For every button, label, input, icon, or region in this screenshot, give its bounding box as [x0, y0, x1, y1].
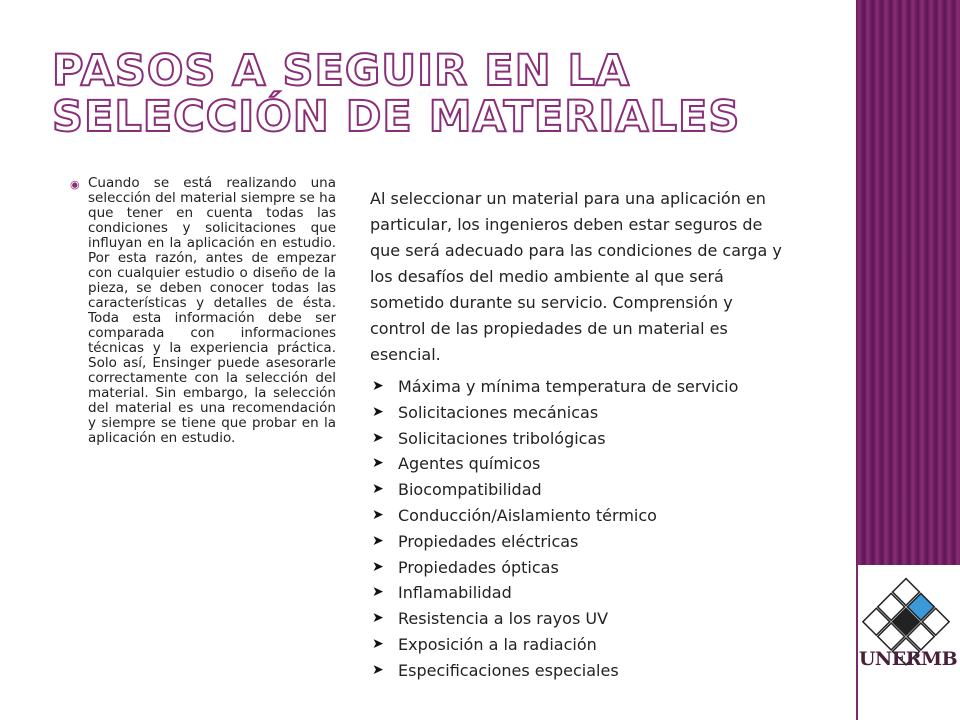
list-item: ➤ Máxima y mínima temperatura de servicio [370, 374, 790, 400]
list-item: ➤ Propiedades ópticas [370, 555, 790, 581]
list-item: ➤ Solicitaciones mecánicas [370, 400, 790, 426]
list-item: ➤ Exposición a la radiación [370, 632, 790, 658]
slide-title: PASOS A SEGUIR EN LA SELECCIÓN DE MATERIALES [52, 46, 741, 142]
property-list [370, 374, 790, 684]
list-item: ➤ Conducción/Aislamiento térmico [370, 503, 790, 529]
arrow-bullet-icon: ➤ [372, 403, 384, 420]
arrow-bullet-icon: ➤ [372, 506, 384, 523]
list-item: ➤ Resistencia a los rayos UV [370, 606, 790, 632]
arrow-bullet-icon: ➤ [372, 661, 384, 678]
list-item: ➤ Agentes químicos [370, 451, 790, 477]
arrow-bullet-icon: ➤ [372, 558, 384, 575]
list-item: ➤ Solicitaciones tribológicas [370, 426, 790, 452]
circle-bullet-icon: ◉ [70, 178, 80, 191]
arrow-bullet-icon: ➤ [372, 610, 384, 627]
list-item: ➤ Propiedades eléctricas [370, 529, 790, 555]
arrow-bullet-icon: ➤ [372, 532, 384, 549]
list-item: ➤ Inflamabilidad [370, 580, 790, 606]
list-item: ➤ Especificaciones especiales [370, 658, 790, 684]
left-paragraph: Cuando se está realizando una selección del material siempre se ha que tener en cuenta todas las condiciones y solicitaciones que influyan en la aplicación en estudio. Por esta razón, antes de empezar con cualquier estudio o diseño de la pieza, se deben conocer todas las características y detalles de ésta. Toda esta información debe ser comparada con informaciones técnicas y la experiencia práctica. Solo así, Ensinger puede asesorarle correctamente con la selección del material. Sin embargo, la selección del material es una recomendación y siempre se tiene que probar en la aplicación en estudio. [88, 175, 336, 446]
arrow-bullet-icon: ➤ [372, 584, 384, 601]
arrow-bullet-icon: ➤ [372, 455, 384, 472]
arrow-bullet-icon: ➤ [372, 481, 384, 498]
right-text-block [370, 186, 790, 684]
intro-paragraph: Al seleccionar un material para una aplicación en particular, los ingenieros deben estar seguros de que será adecuado para las condiciones de carga y los desafíos del medio ambiente al que será sometido durante su servicio. Comprensión y control de las propiedades de un material es esencial. [370, 189, 782, 364]
list-item: ➤ Biocompatibilidad [370, 477, 790, 503]
logo-text: UNERMB [858, 648, 958, 670]
arrow-bullet-icon: ➤ [372, 378, 384, 394]
arrow-bullet-icon: ➤ [372, 429, 384, 446]
arrow-bullet-icon: ➤ [372, 635, 384, 652]
left-text-block [70, 176, 336, 446]
